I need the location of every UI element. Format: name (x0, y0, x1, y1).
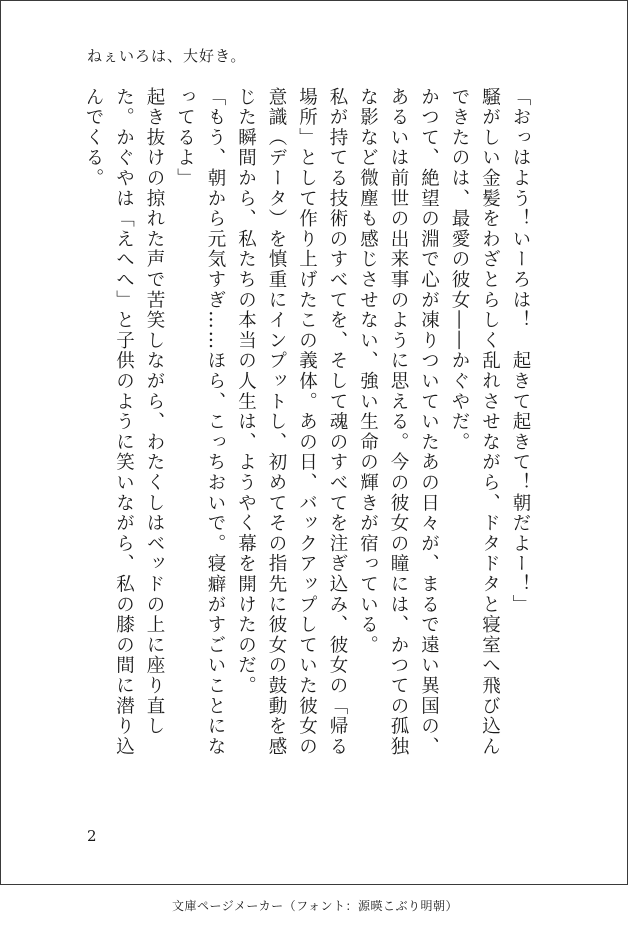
paragraph: 「おっはよう！いーろは！ 起きて起きて！朝だよー！」 (510, 87, 531, 615)
footer-credit: 文庫ページメーカー（フォント：源暎こぶり明朝） (171, 899, 459, 913)
paragraph: 「もう、朝から元気すぎ……ほら、こっちおいで。寝癖がすごいことになってるよ」 (174, 87, 226, 757)
running-header-title: ねぇいろは、大好き。 (87, 47, 247, 65)
paragraph: 起き抜けの掠れた声で苦笑しながら、わたくしはベッドの上に座り直した。かぐやは「えへへ」と子供のように笑いながら、私の膝の間に潜り込んでくる。 (83, 87, 165, 757)
paragraph: 私が持てる技術のすべてを、そして魂のすべてを注ぎ込み、彼女の「帰る場所」として作り上げたこの義体。あの日、バックアップしていた彼女の意識（データ）を慎重にインプットし、初めてその指先に彼女の鼓動を感じた瞬間から、私たちの本当の人生は、ようやく幕を開けたのだ。 (235, 87, 348, 757)
paragraph: 騒がしい金髪をわざとらしく乱れさせながら、ドタドタと寝室へ飛び込んできたのは、最愛の彼女――かぐやだ。 (449, 87, 501, 757)
paragraph: かつて、絶望の淵で心が凍りついていたあの日々が、まるで遠い異国の、あるいは前世の出来事のように思える。今の彼女の瞳には、かつての孤独な影など微塵も感じさせない、強い生命の輝きが宿っている。 (357, 87, 440, 757)
page-number: 2 (87, 827, 97, 845)
vertical-text-body (78, 87, 536, 767)
